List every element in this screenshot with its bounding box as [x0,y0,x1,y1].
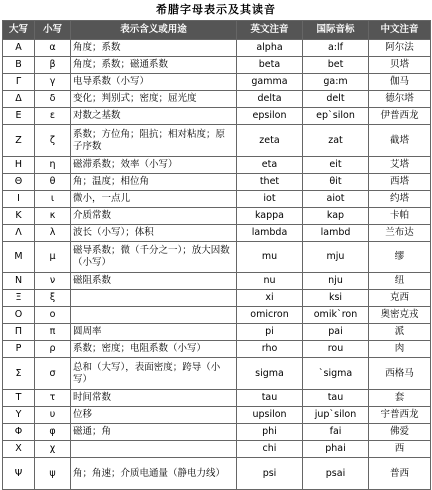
chinese-pronunciation-cell: 卡帕 [369,208,431,225]
ipa-cell: kap [303,208,369,225]
ipa-cell: ep`silon [303,108,369,125]
header-english-pronunciation: 英文注音 [237,21,303,40]
uppercase-letter: Κ [3,208,35,225]
english-pronunciation-cell: kappa [237,208,303,225]
meaning-cell [71,307,237,324]
uppercase-letter: Α [3,40,35,57]
meaning-cell: 角；温度；相位角 [71,174,237,191]
uppercase-letter: Π [3,324,35,341]
table-row [3,157,431,174]
ipa-cell: a:lf [303,40,369,57]
chinese-pronunciation-cell: 克西 [369,290,431,307]
meaning-cell: 变化；判别式；密度；屈光度 [71,91,237,108]
english-pronunciation-cell: epsilon [237,108,303,125]
header-uppercase: 大写 [3,21,35,40]
english-pronunciation-cell: lambda [237,225,303,242]
uppercase-letter: Χ [3,441,35,458]
lowercase-letter: π [35,324,71,341]
ipa-cell: bet [303,57,369,74]
lowercase-letter: φ [35,424,71,441]
meaning-cell: 磁阻系数 [71,273,237,290]
lowercase-letter: υ [35,407,71,424]
chinese-pronunciation-cell: 肉 [369,341,431,358]
ipa-cell: θit [303,174,369,191]
page-title: 希腊字母表示及其读音 [156,3,276,16]
uppercase-letter: Φ [3,424,35,441]
chinese-pronunciation-cell: 约塔 [369,191,431,208]
english-pronunciation-cell: alpha [237,40,303,57]
uppercase-letter: Δ [3,91,35,108]
uppercase-letter: Λ [3,225,35,242]
chinese-pronunciation-cell: 普西 [369,458,431,490]
lowercase-letter: χ [35,441,71,458]
english-pronunciation-cell: chi [237,441,303,458]
table-row [3,407,431,424]
meaning-cell: 角；角速；介质电通量（静电力线） [71,458,237,490]
ipa-cell: delt [303,91,369,108]
table-row [3,424,431,441]
uppercase-letter: Σ [3,358,35,390]
chinese-pronunciation-cell: 西塔 [369,174,431,191]
uppercase-letter: Ξ [3,290,35,307]
chinese-pronunciation-cell: 伽马 [369,74,431,91]
meaning-cell: 电导系数（小写） [71,74,237,91]
ipa-cell: ksi [303,290,369,307]
english-pronunciation-cell: tau [237,390,303,407]
lowercase-letter: ν [35,273,71,290]
english-pronunciation-cell: iot [237,191,303,208]
uppercase-letter: Μ [3,242,35,273]
meaning-cell: 微小，一点儿 [71,191,237,208]
meaning-cell: 圆周率 [71,324,237,341]
chinese-pronunciation-cell: 阿尔法 [369,40,431,57]
lowercase-letter: κ [35,208,71,225]
table-row [3,307,431,324]
ipa-cell: tau [303,390,369,407]
table-row [3,441,431,458]
lowercase-letter: σ [35,358,71,390]
chinese-pronunciation-cell: 西格马 [369,358,431,390]
meaning-cell: 系数；密度；电阻系数（小写） [71,341,237,358]
ipa-cell: aiot [303,191,369,208]
table-body [3,40,431,490]
table-row [3,390,431,407]
lowercase-letter: ξ [35,290,71,307]
chinese-pronunciation-cell: 派 [369,324,431,341]
table-row [3,174,431,191]
uppercase-letter: Ψ [3,458,35,490]
chinese-pronunciation-cell: 截塔 [369,125,431,157]
meaning-cell: 系数；方位角；阻抗；相对粘度；原子序数 [71,125,237,157]
english-pronunciation-cell: sigma [237,358,303,390]
meaning-cell: 磁滞系数；效率（小写） [71,157,237,174]
lowercase-letter: ρ [35,341,71,358]
table-row [3,358,431,390]
ipa-cell: ga:m [303,74,369,91]
english-pronunciation-cell: thet [237,174,303,191]
uppercase-letter: Ρ [3,341,35,358]
lowercase-letter: ο [35,307,71,324]
meaning-cell: 角度；系数 [71,40,237,57]
chinese-pronunciation-cell: 纽 [369,273,431,290]
ipa-cell: nju [303,273,369,290]
english-pronunciation-cell: rho [237,341,303,358]
table-row [3,458,431,490]
chinese-pronunciation-cell: 缪 [369,242,431,273]
lowercase-letter: τ [35,390,71,407]
chinese-pronunciation-cell: 奥密克戎 [369,307,431,324]
english-pronunciation-cell: omicron [237,307,303,324]
ipa-cell: lambd [303,225,369,242]
lowercase-letter: β [35,57,71,74]
table-row [3,125,431,157]
ipa-cell: psai [303,458,369,490]
ipa-cell: mju [303,242,369,273]
meaning-cell: 角度；系数；磁通系数 [71,57,237,74]
lowercase-letter: γ [35,74,71,91]
chinese-pronunciation-cell: 德尔塔 [369,91,431,108]
table-row [3,40,431,57]
lowercase-letter: δ [35,91,71,108]
table-row [3,341,431,358]
lowercase-letter: ζ [35,125,71,157]
uppercase-letter: Ε [3,108,35,125]
meaning-cell [71,441,237,458]
english-pronunciation-cell: delta [237,91,303,108]
english-pronunciation-cell: nu [237,273,303,290]
meaning-cell: 位移 [71,407,237,424]
uppercase-letter: Θ [3,174,35,191]
table-row [3,74,431,91]
meaning-cell [71,290,237,307]
meaning-cell: 波长（小写）；体积 [71,225,237,242]
ipa-cell: zat [303,125,369,157]
chinese-pronunciation-cell: 西 [369,441,431,458]
lowercase-letter: μ [35,242,71,273]
ipa-cell: eit [303,157,369,174]
lowercase-letter: η [35,157,71,174]
table-row [3,108,431,125]
english-pronunciation-cell: upsilon [237,407,303,424]
lowercase-letter: ε [35,108,71,125]
uppercase-letter: Τ [3,390,35,407]
lowercase-letter: θ [35,174,71,191]
uppercase-letter: Ι [3,191,35,208]
uppercase-letter: Ζ [3,125,35,157]
table-row [3,91,431,108]
chinese-pronunciation-cell: 套 [369,390,431,407]
english-pronunciation-cell: mu [237,242,303,273]
table-row [3,225,431,242]
chinese-pronunciation-cell: 贝塔 [369,57,431,74]
chinese-pronunciation-cell: 宇普西龙 [369,407,431,424]
greek-alphabet-table [2,20,431,490]
table-row [3,57,431,74]
english-pronunciation-cell: phi [237,424,303,441]
table-row [3,290,431,307]
meaning-cell: 总和（大写），表面密度；跨导（小写） [71,358,237,390]
table-row [3,324,431,341]
english-pronunciation-cell: xi [237,290,303,307]
table-row [3,242,431,273]
english-pronunciation-cell: beta [237,57,303,74]
meaning-cell: 磁通；角 [71,424,237,441]
ipa-cell: jup`silon [303,407,369,424]
table-row [3,273,431,290]
english-pronunciation-cell: gamma [237,74,303,91]
header-chinese-pronunciation: 中文注音 [369,21,431,40]
english-pronunciation-cell: eta [237,157,303,174]
chinese-pronunciation-cell: 佛爱 [369,424,431,441]
meaning-cell: 对数之基数 [71,108,237,125]
lowercase-letter: λ [35,225,71,242]
uppercase-letter: Β [3,57,35,74]
english-pronunciation-cell: zeta [237,125,303,157]
header-lowercase: 小写 [35,21,71,40]
uppercase-letter: Υ [3,407,35,424]
ipa-cell: pai [303,324,369,341]
table-header-row [3,21,431,40]
chinese-pronunciation-cell: 艾塔 [369,157,431,174]
table-row [3,191,431,208]
header-meaning: 表示含义或用途 [71,21,237,40]
lowercase-letter: ι [35,191,71,208]
english-pronunciation-cell: psi [237,458,303,490]
chinese-pronunciation-cell: 兰布达 [369,225,431,242]
uppercase-letter: Ο [3,307,35,324]
header-ipa: 国际音标 [303,21,369,40]
lowercase-letter: α [35,40,71,57]
meaning-cell: 时间常数 [71,390,237,407]
ipa-cell: fai [303,424,369,441]
lowercase-letter: ψ [35,458,71,490]
meaning-cell: 介质常数 [71,208,237,225]
uppercase-letter: Ν [3,273,35,290]
table-row [3,208,431,225]
chinese-pronunciation-cell: 伊普西龙 [369,108,431,125]
english-pronunciation-cell: pi [237,324,303,341]
ipa-cell: phai [303,441,369,458]
ipa-cell: `sigma [303,358,369,390]
ipa-cell: rou [303,341,369,358]
uppercase-letter: Γ [3,74,35,91]
uppercase-letter: Η [3,157,35,174]
meaning-cell: 磁导系数；微（千分之一）；放大因数（小写） [71,242,237,273]
ipa-cell: omik`ron [303,307,369,324]
